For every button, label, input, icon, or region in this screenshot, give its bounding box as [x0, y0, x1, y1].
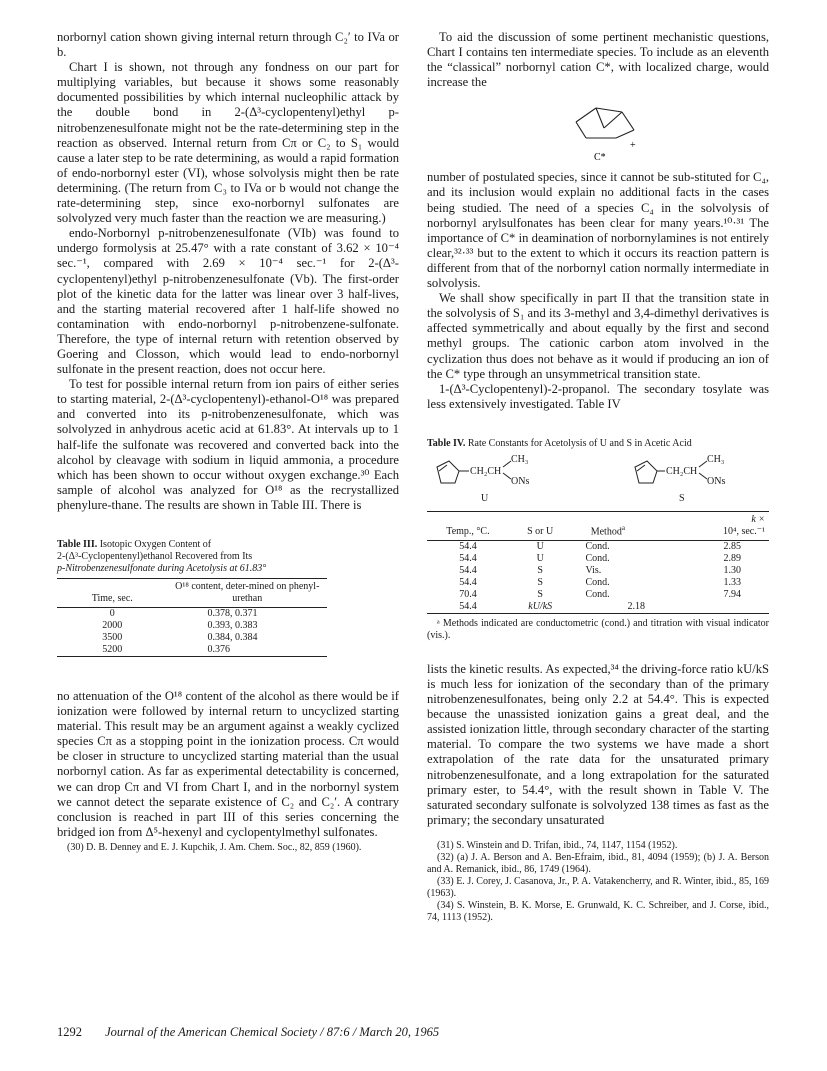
table-iv-cell-temp: 54.4	[459, 564, 477, 576]
table-iv-header-method: Method$^a$	[590, 523, 625, 537]
table-row	[427, 565, 769, 577]
left-column	[57, 30, 399, 854]
table-iii-cell-time: 3500	[102, 632, 123, 643]
cstar-label: C*	[594, 152, 606, 163]
right-footnotes	[427, 840, 769, 924]
table-row	[57, 644, 327, 657]
table-row	[57, 608, 327, 621]
table-iv-cell-temp: 54.4	[459, 540, 477, 552]
table-iv-cell-temp: 54.4	[459, 576, 477, 588]
table-row-ratio	[427, 601, 769, 614]
table-iv-cell-k: 2.85	[723, 540, 741, 552]
table-iv-caption-text: Rate Constants for Acetolysis of U and S in Acetic Acid	[467, 437, 692, 449]
struct-s-bot: ONs	[707, 475, 726, 487]
classical-norbornyl-cation-structure	[538, 90, 658, 162]
struct-s-chain: CH₂CH	[666, 465, 698, 477]
table-iv-cell-su: S	[537, 588, 543, 600]
table-iv-cell-method: Vis.	[585, 564, 602, 576]
table-iii-cell-time: 0	[109, 608, 115, 619]
table-iv-cell-temp: 54.4	[459, 552, 477, 564]
table-iv-grid	[427, 511, 769, 614]
table-iv-header-k	[644, 511, 769, 540]
footnote-34: (34) S. Winstein, B. K. Morse, E. Grunwald, K. C. Schreiber, and J. Corse, ibid., 74, 1113 (1952).	[427, 899, 769, 923]
struct-s-top: CH₃	[707, 453, 725, 465]
table-row	[427, 589, 769, 601]
struct-u-label: U	[481, 492, 489, 504]
right-column	[427, 30, 769, 924]
table-iii-header-time: Time, sec.	[91, 593, 133, 604]
table-iv-cell-method: Cond.	[585, 588, 610, 600]
table-iii-cell-time: 5200	[102, 644, 123, 655]
table-row	[427, 553, 769, 565]
right-paragraph-5: lists the kinetic results. As expected,³⁴ the driving-force ratio kU/kS is much less for ionization of the secondary than of the primary nitrobenzenesulfonates, being only 2.2 at 54.4°. This is expected because the unassisted ionization gains a great deal, and the assisted ionization little, through secondary character of the starting material. To compare the two systems we have made a short extrapolation of the rate data for the unsaturated primary nitrobenzenesulfonate, and a long extrapolation for the saturated primary ester, to 54.4°, with the result shown in Table V. The saturated secondary sulfonate is solvolyzed 138 times as fast as the primary; the secondary unsaturated	[427, 661, 769, 827]
table-iv-ratio-value: 2.18	[627, 600, 645, 612]
table-iii-grid	[57, 578, 327, 657]
table-iii-header-o18: O¹⁸ content, deter-mined on phenyl-urethan	[175, 581, 320, 604]
table-iii-cell-o18: 0.378, 0.371	[207, 608, 258, 619]
page-number: 1292	[57, 1025, 82, 1039]
cstar-charge: +	[630, 140, 636, 152]
table-row	[427, 577, 769, 589]
table-iv-cell-method: Cond.	[585, 540, 610, 552]
table-iii-cell-o18: 0.393, 0.383	[207, 620, 258, 631]
table-iii-caption-line1: Isotopic Oxygen Content of	[99, 539, 212, 550]
right-paragraph-3: We shall show specifically in part II that the transition state in the solvolysis of S₁ and its 3-methyl and 3,4-dimethyl derivatives is affected symmetrically and about equally by the first and second methyl groups. The cationic carbon atom involved in the cyclization thus does not behave as it would if producing an ion of the C* type through an unsymmetrical transition state.	[427, 291, 769, 381]
table-iii-caption-line3: p-Nitrobenzenesulfonate during Acetolysis at 61.83°	[57, 563, 267, 574]
table-iii-cell-time: 2000	[102, 620, 123, 631]
table-iii-cell-o18: 0.384, 0.384	[207, 632, 258, 643]
table-iv-cell-method: Cond.	[585, 552, 610, 564]
table-iii-cell-o18: 0.376	[207, 644, 231, 655]
table-iv	[427, 438, 769, 642]
right-paragraph-4: 1-(Δ³-Cyclopentenyl)-2-propanol. The secondary tosylate was less extensively investigated. Table IV	[427, 381, 769, 411]
table-iv-header-sou: S or U	[527, 525, 554, 537]
table-iv-cell-method: Cond.	[585, 576, 610, 588]
struct-u-chain: CH₂CH	[470, 465, 502, 477]
table-iv-header-k1: k ×	[751, 513, 765, 525]
footnote-30: (30) D. B. Denney and E. J. Kupchik, J. Am. Chem. Soc., 82, 859 (1960).	[67, 841, 362, 853]
right-paragraph-1: To aid the discussion of some pertinent mechanistic questions, Chart I contains ten intermediate species. To include as an eleventh the “classical” norbornyl cation C*, with localized charge, would increase the	[427, 30, 769, 90]
table-iv-cell-k: 1.30	[723, 564, 741, 576]
footnote-31: (31) S. Winstein and D. Trifan, ibid., 74, 1147, 1154 (1952).	[437, 839, 678, 851]
table-row	[57, 632, 327, 644]
footnote-33: (33) E. J. Corey, J. Casanova, Jr., P. A. Vatakencherry, and R. Winter, ibid., 85, 169 (1963).	[427, 875, 769, 899]
table-iv-caption	[427, 438, 769, 450]
left-paragraph-4: To test for possible internal return from ion pairs of either series to starting material, 2-(Δ³-cyclopentenyl)-ethanol-O¹⁸ was prepared and converted into its p-nitrobenzenesulfonate, which was solvolyzed in anhydrous acetic acid at 61.83°. At intervals up to 1 half-life the sulfonate was recovered and converted back into the alcohol by cleavage with sodium in liquid ammonia, a procedure which has been shown to occur without oxygen exchange.³⁰ Each sample of alcohol was analyzed for O¹⁸ as the recrystallized phenylure-thane. The results are shown in Table III. There is	[57, 377, 399, 512]
table-iii-caption-line2: 2-(Δ³-Cyclopentenyl)ethanol Recovered from Its	[57, 551, 253, 562]
footnote-32: (32) (a) J. A. Berson and A. Ben-Efraim, ibid., 81, 4094 (1959); (b) J. A. Berson and A. Remanick, ibid., 86, 1749 (1964).	[427, 851, 769, 875]
table-iv-footnote: ᵃ Methods indicated are conductometric (cond.) and titration with visual indicator (vis.).	[427, 617, 769, 641]
table-iv-cell-su: S	[537, 564, 543, 576]
struct-s-label: S	[679, 492, 685, 504]
left-paragraph-5: no attenuation of the O¹⁸ content of the alcohol as there would be if ionization were followed by internal return to uncyclized starting material. This result may be an argument against a weakly cyclized species Cπ as a stopping point in the ionization process. Cπ would be closer in structure to uncyclized starting material than the usual norbornyl cation. As far as experimental detectability is concerned, we can drop Cπ and VI from Chart I, and in the norbornyl system we cannot detect the separate existence of C₂ and C₂′. A contrary conclusion is reached in part III of this series concerning the bridged ion from Δ⁵-hexenyl and cyclopentylmethyl sulfonates.	[57, 689, 399, 839]
table-iii-caption	[57, 539, 327, 575]
table-iv-ratio-label: kU/kS	[528, 600, 553, 612]
table-iv-header-temp: Temp., °C.	[446, 525, 490, 537]
table-iv-label: Table IV.	[427, 437, 466, 449]
left-paragraph-3: endo-Norbornyl p-nitrobenzenesulfonate (VIb) was found to undergo formolysis at 25.47° with a rate constant of 3.62 × 10⁻⁴ sec.⁻¹, compared with 2.69 × 10⁻⁴ sec.⁻¹ for 2-(Δ³-cyclopentenyl)ethyl p-nitrobenzenesulfonate (Vb). The first-order plot of the kinetic data for the latter was linear over 3 half-lives, and the starting material recovered after 1 half-life showed no contamination with endo-norbornyl p-nitrobenzene-sulfonate. Therefore, the type of internal return with retention observed by Goering and Closson, which would lead to endo-norbornyl sulfonate in the present reaction, does not occur here.	[57, 226, 399, 377]
journal-citation: Journal of the American Chemical Society / 87:6 / March 20, 1965	[105, 1025, 440, 1039]
table-iv-cell-k: 2.89	[723, 552, 741, 564]
table-iv-cell-su: S	[537, 576, 543, 588]
table-iv-header-k2: 10⁴, sec.⁻¹	[722, 525, 765, 537]
left-paragraph-2: Chart I is shown, not through any fondness on our part for multiplying variables, but because it shows some reasonably documented possibilities by which internal nucleophilic attack by the double bond in 2-(Δ³-cyclopentenyl)ethyl p-nitrobenzenesulfonate might not be the rate-determining step in the reaction as observed. Internal return from Cπ or C₂ to S₁ would cause a later step to be rate determining, as would a rapid formation of endo-norbornyl ester (VI), whose solvolysis might then be rate determining. (The return from C₃ to IVa or b would not change the rate-determining step, since exo-norbornyl sulfonates are solvolyzed very much faster than the reaction we are measuring.)	[57, 60, 399, 226]
table-iii	[57, 539, 327, 657]
page-footer	[57, 1025, 439, 1040]
left-paragraph-1: norbornyl cation shown giving internal return through C₂′ to IVa or b.	[57, 30, 399, 60]
table-iv-cell-k: 1.33	[723, 576, 741, 588]
right-paragraph-2: number of postulated species, since it cannot be sub-stituted for C₄, and its inclusion would explain no additional facts in the cases being studied. The need of a species C₄ in the solvolysis of norbornyl arylsulfonates has been clear for many years.¹⁰·³¹ The importance of C* in deamination of norbornylamines is not entirely clear,³²·³³ but to the extent to which it occurs its reaction pattern is different from that of the norbornyl cation normally intermediate in solvolysis.	[427, 170, 769, 291]
struct-u-top: CH₃	[511, 453, 529, 465]
table-iv-structures	[427, 453, 769, 511]
table-iv-cell-su: U	[536, 540, 544, 552]
table-iv-cell-su: U	[536, 552, 544, 564]
table-row	[57, 620, 327, 632]
table-iv-ratio-temp: 54.4	[459, 600, 477, 612]
struct-u-bot: ONs	[511, 475, 530, 487]
table-row	[427, 540, 769, 553]
table-iv-cell-temp: 70.4	[459, 588, 477, 600]
table-iii-label: Table III.	[57, 539, 98, 550]
table-iv-cell-k: 7.94	[723, 588, 741, 600]
